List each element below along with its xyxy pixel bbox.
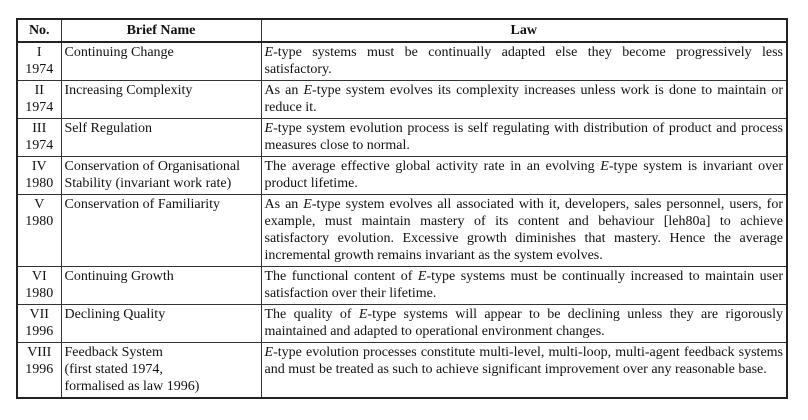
law-italic-term: E	[264, 345, 274, 360]
table-row	[17, 343, 787, 399]
law-year: 1996	[25, 324, 54, 339]
header-no: No.	[17, 19, 61, 42]
law-text: As an	[264, 197, 304, 212]
law-text: -type systems must be continually increased to maintain user satisfaction over their lifetime.	[264, 269, 783, 301]
law-text-cell	[261, 42, 787, 81]
law-numeral: II	[34, 83, 44, 98]
law-year: 1980	[25, 286, 54, 301]
law-italic-term: E	[264, 121, 274, 136]
law-text: The functional content of	[264, 269, 418, 284]
law-italic-term: E	[417, 269, 427, 284]
header-row	[17, 19, 787, 42]
law-text: -type system evolution process is self regulating with distribution of product and process measures close to normal.	[264, 121, 783, 153]
brief-name-cell	[61, 119, 261, 157]
law-text: -type system evolves its complexity increases unless work is done to maintain or reduce it.	[264, 83, 783, 115]
brief-name-cell	[61, 305, 261, 343]
law-text: -type system is invariant over product lifetime.	[264, 159, 783, 191]
brief-name-line: Stability (invariant work rate)	[64, 176, 232, 191]
law-year: 1980	[25, 176, 54, 191]
brief-name-cell	[61, 81, 261, 119]
law-text-cell	[261, 195, 787, 267]
law-number-cell	[17, 195, 61, 267]
table-row	[17, 42, 787, 81]
brief-name-line: Conservation of Familiarity	[64, 197, 221, 212]
brief-name-line: (first stated 1974,	[64, 362, 163, 377]
law-year: 1974	[25, 138, 54, 153]
law-numeral: VII	[29, 307, 49, 322]
law-number-cell	[17, 119, 61, 157]
law-italic-term: E	[303, 197, 312, 212]
law-text: The average effective global activity rate in an evolving	[264, 159, 601, 174]
brief-name-cell	[61, 343, 261, 399]
laws-table-container	[16, 18, 786, 399]
law-text: -type evolution processes constitute multi-level, multi-loop, multi-agent feedback systems and must be treated as such to achieve significant improvement over any reasonable base.	[264, 345, 783, 377]
law-number-cell	[17, 42, 61, 81]
law-number-cell	[17, 157, 61, 195]
law-number-cell	[17, 267, 61, 305]
table-row	[17, 267, 787, 305]
law-year: 1996	[25, 362, 54, 377]
law-number-cell	[17, 305, 61, 343]
header-law: Law	[261, 19, 787, 42]
law-text: -type systems will appear to be declining unless they are rigorously maintained and adapted to operational environment changes.	[264, 307, 784, 339]
table-body	[17, 42, 787, 398]
table-row	[17, 119, 787, 157]
table-row	[17, 157, 787, 195]
law-numeral: VIII	[27, 345, 52, 360]
brief-name-line: Continuing Growth	[64, 269, 174, 284]
law-italic-term: E	[264, 45, 274, 60]
brief-name-line: Feedback System	[64, 345, 163, 360]
law-text-cell	[261, 267, 787, 305]
law-italic-term: E	[303, 83, 313, 98]
law-text-cell	[261, 81, 787, 119]
law-text: -type systems must be continually adapted else they become progressively less satisfactory.	[264, 45, 783, 77]
brief-name-line: Increasing Complexity	[64, 83, 193, 98]
law-year: 1980	[25, 214, 54, 229]
brief-name-cell	[61, 267, 261, 305]
law-numeral: VI	[31, 269, 47, 284]
law-number-cell	[17, 81, 61, 119]
law-text: The quality of	[264, 307, 359, 322]
law-italic-term: E	[358, 307, 368, 322]
table-row	[17, 195, 787, 267]
brief-name-line: Self Regulation	[64, 121, 152, 136]
law-text-cell	[261, 305, 787, 343]
header-brief-name: Brief Name	[61, 19, 261, 42]
brief-name-line: formalised as law 1996)	[64, 379, 200, 394]
law-year: 1974	[25, 62, 54, 77]
brief-name-cell	[61, 157, 261, 195]
table-row	[17, 305, 787, 343]
law-numeral: V	[34, 197, 45, 212]
brief-name-cell	[61, 195, 261, 267]
table-row	[17, 81, 787, 119]
law-text-cell	[261, 119, 787, 157]
law-numeral: III	[32, 121, 47, 136]
law-text-cell	[261, 157, 787, 195]
law-numeral: I	[36, 45, 42, 60]
laws-table	[16, 18, 788, 399]
brief-name-line: Declining Quality	[64, 307, 166, 322]
brief-name-cell	[61, 42, 261, 81]
law-text: As an	[264, 83, 304, 98]
law-text-cell	[261, 343, 787, 399]
law-text: -type system evolves all associated with it, developers, sales personnel, users, for example, must maintain mastery of its content and behaviour [leh80a] to achieve satisfactory evolution. Excessive growth diminishes that mastery. Hence the average incremental growth remains invariant as the system evolves.	[264, 197, 783, 263]
law-italic-term: E	[600, 159, 609, 174]
brief-name-line: Continuing Change	[64, 45, 174, 60]
brief-name-line: Conservation of Organisational	[64, 159, 240, 174]
law-numeral: IV	[31, 159, 47, 174]
law-number-cell	[17, 343, 61, 399]
law-year: 1974	[25, 100, 54, 115]
